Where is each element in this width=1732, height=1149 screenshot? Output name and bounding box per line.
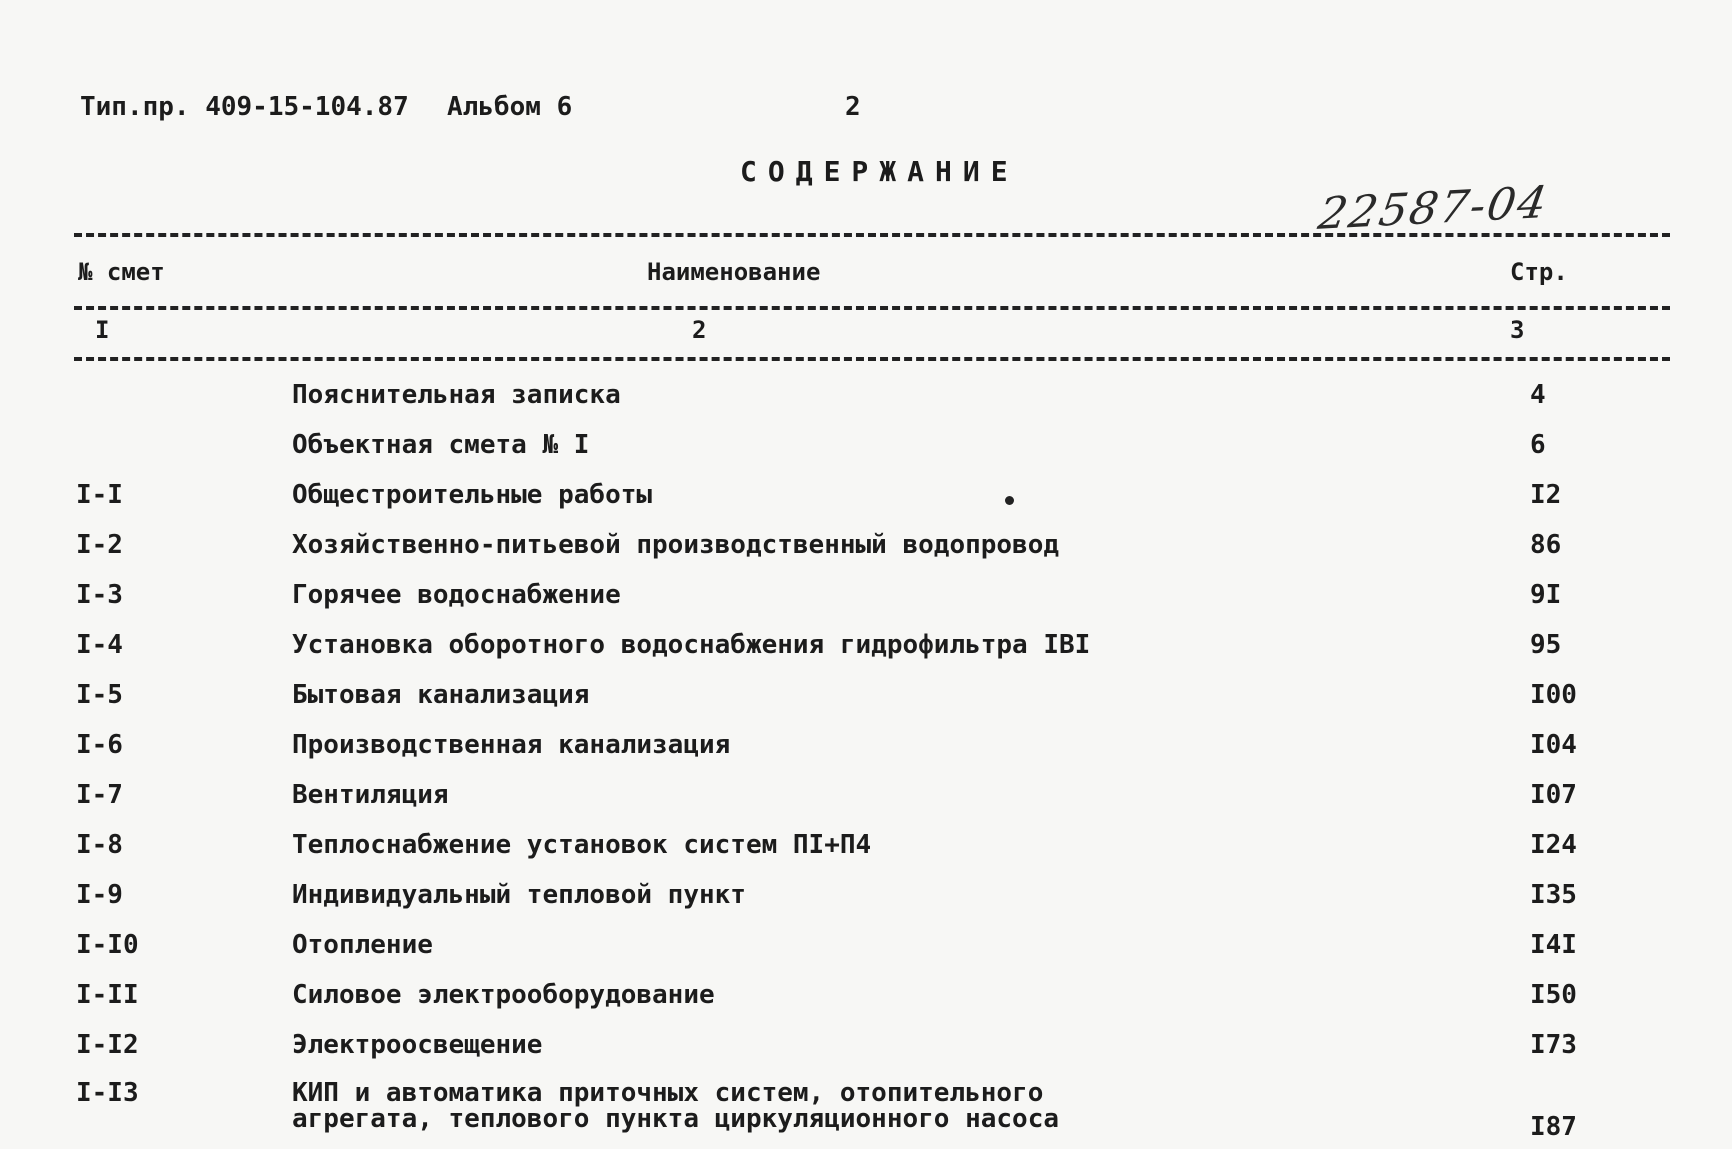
table-row — [0, 430, 1732, 474]
table-row — [0, 380, 1732, 424]
row-name: Бытовая канализация — [292, 680, 590, 710]
row-number: I-I0 — [76, 930, 139, 960]
row-page: 6 — [1530, 430, 1546, 460]
dashed-rule-top — [74, 233, 1670, 237]
row-name: Индивидуальный тепловой пункт — [292, 880, 746, 910]
column-index-1: I — [95, 316, 110, 344]
row-number: I-I3 — [76, 1078, 139, 1108]
row-name: Силовое электрооборудование — [292, 980, 715, 1010]
row-number: I-2 — [76, 530, 123, 560]
table-row — [0, 1030, 1732, 1074]
row-name: Хозяйственно-питьевой производственный водопровод — [292, 530, 1060, 560]
row-number: I-4 — [76, 630, 123, 660]
row-page: 9I — [1530, 580, 1562, 610]
album-label: Альбом 6 — [447, 92, 573, 122]
handwritten-inventory-number: 22587-04 — [1314, 177, 1553, 240]
row-page: I00 — [1530, 680, 1577, 710]
row-name: Отопление — [292, 930, 433, 960]
row-number: I-II — [76, 980, 139, 1010]
row-page: I2 — [1530, 480, 1562, 510]
table-row — [0, 530, 1732, 574]
column-index-3: 3 — [1510, 316, 1525, 344]
table-row — [0, 780, 1732, 824]
row-number: I-I — [76, 480, 123, 510]
row-number: I-6 — [76, 730, 123, 760]
table-row — [0, 930, 1732, 974]
column-header-page: Стр. — [1510, 258, 1568, 286]
row-page: I4I — [1530, 930, 1577, 960]
column-header-number: № смет — [78, 258, 165, 286]
table-row — [0, 580, 1732, 624]
row-name: Теплоснабжение установок систем ПI+П4 — [292, 830, 872, 860]
row-page: I35 — [1530, 880, 1577, 910]
table-row — [0, 830, 1732, 874]
row-page: I04 — [1530, 730, 1577, 760]
row-name: Горячее водоснабжение — [292, 580, 621, 610]
column-header-name: Наименование — [647, 258, 821, 286]
row-name: Установка оборотного водоснабжения гидрофильтра IBI — [292, 630, 1091, 660]
row-page: 86 — [1530, 530, 1562, 560]
row-number: I-5 — [76, 680, 123, 710]
table-row — [0, 880, 1732, 924]
row-number: I-9 — [76, 880, 123, 910]
row-name: Объектная смета № I — [292, 430, 590, 460]
table-row — [0, 480, 1732, 524]
table-row — [0, 730, 1732, 774]
row-page: I50 — [1530, 980, 1577, 1010]
row-page: I73 — [1530, 1030, 1577, 1060]
row-number: I-I2 — [76, 1030, 139, 1060]
row-name: Производственная канализация — [292, 730, 731, 760]
table-row — [0, 630, 1732, 674]
row-number: I-7 — [76, 780, 123, 810]
row-page: 95 — [1530, 630, 1562, 660]
page-number: 2 — [845, 92, 861, 122]
dashed-rule-middle — [74, 306, 1670, 310]
column-index-2: 2 — [692, 316, 707, 344]
row-name-continuation: агрегата, теплового пункта циркуляционного насоса — [292, 1104, 1060, 1134]
page-title: СОДЕРЖАНИЕ — [740, 155, 1019, 188]
table-row — [0, 1078, 1732, 1144]
ink-dot-mark — [1005, 496, 1014, 505]
row-name: КИП и автоматика приточных систем, отопительного — [292, 1078, 1044, 1108]
row-page: I87 — [1530, 1112, 1577, 1142]
row-name: Пояснительная записка — [292, 380, 621, 410]
row-page: I24 — [1530, 830, 1577, 860]
table-row — [0, 680, 1732, 724]
dashed-rule-bottom — [74, 357, 1670, 361]
row-name: Общестроительные работы — [292, 480, 653, 510]
row-name: Вентиляция — [292, 780, 449, 810]
document-code: Тип.пр. 409-15-104.87 — [80, 92, 409, 122]
table-row — [0, 980, 1732, 1024]
row-number: I-3 — [76, 580, 123, 610]
row-name: Электроосвещение — [292, 1030, 543, 1060]
row-number: I-8 — [76, 830, 123, 860]
row-page: I07 — [1530, 780, 1577, 810]
row-page: 4 — [1530, 380, 1546, 410]
